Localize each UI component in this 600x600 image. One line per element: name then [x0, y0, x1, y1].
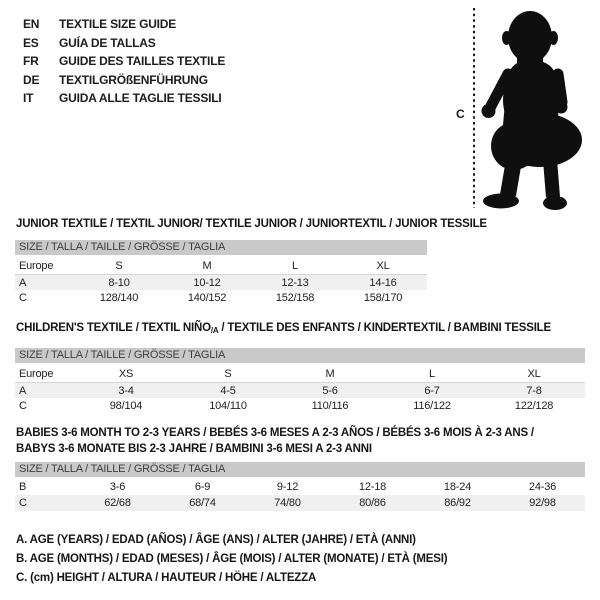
title-text: CHILDREN'S TEXTILE / TEXTIL NIÑO	[16, 322, 211, 334]
legend-line-b: B. AGE (MONTHS) / EDAD (MESES) / ÂGE (MOIS) / ALTER (MONATE) / ETÀ (MESI)	[16, 553, 448, 565]
value-cell: 140/152	[187, 292, 227, 304]
value-cell: 74/80	[274, 497, 301, 509]
size-cell: L	[429, 367, 435, 380]
language-code: EN	[23, 17, 40, 31]
row-label-cell: C	[19, 292, 27, 304]
language-row	[23, 71, 225, 90]
language-row	[23, 89, 225, 108]
size-cell: S	[224, 367, 232, 380]
value-cell: 128/140	[99, 292, 139, 304]
value-cell: 4-5	[220, 384, 236, 397]
baby-figure	[450, 0, 600, 220]
row-label-cell: C	[19, 497, 27, 509]
section-title-children	[16, 320, 551, 337]
table-row-europe	[15, 365, 585, 383]
title-text: / TEXTILE DES ENFANTS / KINDERTEXTIL / BAMBINI TESSILE	[218, 322, 551, 334]
size-header-bar: SIZE / TALLA / TAILLE / GRÖSSE / TAGLIA	[15, 348, 585, 363]
size-header-bar: SIZE / TALLA / TAILLE / GRÖSSE / TAGLIA	[15, 240, 427, 255]
row-label-cell: Europe	[19, 367, 54, 380]
size-header-bar: SIZE / TALLA / TAILLE / GRÖSSE / TAGLIA	[15, 462, 585, 477]
value-cell: 6-9	[194, 481, 211, 493]
size-cell: XL	[527, 367, 541, 380]
value-cell: 68/74	[189, 497, 216, 509]
legend-line-c: C. (cm) HEIGHT / ALTURA / HAUTEUR / HÖHE / ALTEZZA	[16, 572, 317, 584]
size-table-junior	[15, 240, 427, 306]
value-cell: 10-12	[193, 276, 221, 289]
height-label-c: C	[456, 107, 465, 121]
value-cell: 116/122	[413, 400, 451, 412]
language-list	[23, 15, 225, 108]
row-label-cell: B	[19, 481, 27, 493]
size-cell: M	[325, 367, 335, 380]
value-cell: 12-18	[358, 481, 387, 493]
row-label-cell: Europe	[19, 259, 54, 272]
size-cell: S	[115, 259, 123, 272]
language-label: GUIDA ALLE TAGLIE TESSILI	[59, 91, 222, 105]
value-cell: 104/110	[209, 400, 247, 412]
value-cell: 80/86	[359, 497, 386, 509]
value-cell: 7-8	[526, 384, 542, 397]
language-label: TEXTILGRÖßENFÜHRUNG	[59, 72, 208, 87]
language-label: TEXTILE SIZE GUIDE	[59, 17, 177, 31]
size-cell: L	[292, 259, 298, 272]
row-label-cell: A	[19, 276, 27, 289]
size-cell: XS	[118, 367, 134, 380]
section-title-babies	[16, 425, 534, 457]
baby-silhouette	[482, 11, 583, 210]
table-row-c	[15, 495, 585, 511]
title-line-1: BABIES 3-6 MONTH TO 2-3 YEARS / BEBÉS 3-6 MESES A 2-3 AÑOS / BÉBÉS 3-6 MOIS À 2-3 ANS /	[16, 427, 534, 439]
value-cell: 98/104	[109, 400, 143, 412]
size-cell: M	[202, 259, 212, 272]
value-cell: 3-4	[118, 384, 134, 397]
language-code: ES	[23, 35, 39, 50]
table-row-c	[15, 398, 585, 414]
value-cell: 5-6	[322, 384, 338, 397]
table-row-a	[15, 275, 427, 290]
measurement-legend	[16, 531, 447, 588]
value-cell: 110/116	[311, 400, 349, 412]
title-subscript: /A	[210, 326, 219, 335]
language-row	[23, 52, 225, 71]
table-row-a	[15, 383, 585, 398]
value-cell: 8-10	[108, 276, 130, 289]
language-row	[23, 34, 225, 53]
row-label-cell: C	[19, 400, 27, 412]
language-code: DE	[23, 72, 40, 87]
value-cell: 92/98	[529, 497, 556, 509]
size-table-babies	[15, 462, 585, 511]
language-label: GUIDE DES TAILLES TEXTILE	[59, 54, 226, 68]
language-code: IT	[23, 91, 34, 105]
table-row-b	[15, 479, 585, 495]
value-cell: 152/158	[275, 292, 315, 304]
legend-line-a: A. AGE (YEARS) / EDAD (AÑOS) / ÂGE (ANS) / ALTER (JAHRE) / ETÀ (ANNI)	[16, 534, 416, 546]
value-cell: 6-7	[424, 384, 440, 397]
value-cell: 12-13	[281, 276, 309, 289]
value-cell: 122/128	[514, 400, 554, 412]
section-title-junior: JUNIOR TEXTILE / TEXTIL JUNIOR/ TEXTILE JUNIOR / JUNIORTEXTIL / JUNIOR TESSILE	[16, 218, 487, 230]
table-row-europe	[15, 257, 427, 275]
size-table-children	[15, 348, 585, 414]
table-row-c	[15, 290, 427, 306]
value-cell: 14-16	[369, 276, 397, 289]
row-label-cell: A	[19, 384, 27, 397]
title-line-2: BABYS 3-6 MONATE BIS 2-3 JAHRE / BAMBINI 3-6 MESI A 2-3 ANNI	[16, 443, 372, 455]
size-cell: XL	[376, 259, 390, 272]
value-cell: 86/92	[444, 497, 471, 509]
value-cell: 62/68	[104, 497, 131, 509]
language-row	[23, 15, 225, 34]
value-cell: 18-24	[443, 481, 472, 493]
value-cell: 24-36	[528, 481, 557, 493]
value-cell: 158/170	[363, 292, 403, 304]
value-cell: 3-6	[109, 481, 126, 493]
language-code: FR	[23, 54, 39, 68]
language-label: GUÍA DE TALLAS	[59, 35, 156, 50]
value-cell: 9-12	[276, 481, 299, 493]
